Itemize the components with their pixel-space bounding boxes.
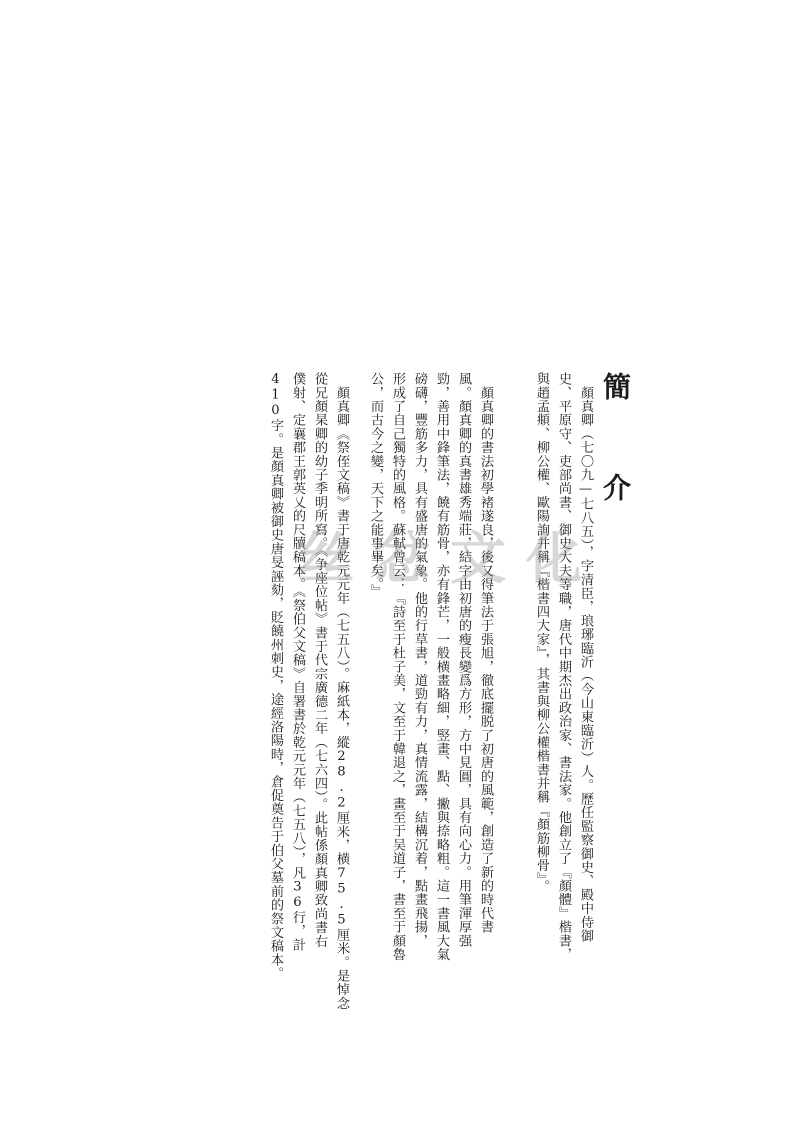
page-title: 簡 介 <box>599 372 632 521</box>
text-column-4: 顏真卿的書法初學褚遂良，後又得筆法于張旭，徹底擺脱了初唐的風範，創造了新的時代書 <box>478 372 493 934</box>
text-column-8: 形成了自己獨特的風格。蘇軾曾云：『詩至于杜子美，文至于韓退之，畫至于吴道子，書至于顏魯 <box>390 372 405 962</box>
text-column-2: 史、平原守、吏部尚書、御史大夫等職，唐代中期杰出政治家、書法家。他創立了『顏體』楷書， <box>556 372 571 962</box>
text-column-11: 從兄顏杲卿的幼子季明所寫。《争座位帖》書于代宗廣德二年（七六四）。此帖係顏真卿致尚書右 <box>312 372 327 948</box>
text-column-6: 勁，善用中鋒筆法，饒有筋骨，亦有鋒芒，一般横畫略細，竪畫、點、撇與捺略粗。這一書風大氣 <box>434 372 449 962</box>
text-column-13: 410字。是顏真卿被御史唐旻誣劾，貶饒州刺史，途經洛陽時，倉促奠告于伯父墓前的祭文稿本。 <box>268 372 283 981</box>
text-column-1: 顏真卿（七〇九—七八五），字清臣，琅琊臨沂（今山東臨沂）人。歷任監察御史、殿中侍御 <box>578 372 593 943</box>
text-column-9: 公，而古今之變，天下之能事畢矣。』 <box>368 372 383 599</box>
text-column-10: 顏真卿《祭侄文稿》書于唐乾元元年（七五八）。麻紙本，縱28.2厘米，横75.5厘米。是悼念 <box>334 372 349 1010</box>
watermark: 丝忿文化 <box>298 527 602 592</box>
text-column-12: 僕射、定襄郡王郭英乂的尺牘稿本。《祭伯父文稿》自署書於乾元元年（七五八），凡36行，計 <box>290 372 305 952</box>
text-column-7: 磅礴，豐筋多力，具有盛唐的氣象。他的行草書，道勁有力，真情流露，結構沉着，點畫飛揚， <box>412 372 427 948</box>
text-column-3: 與趙孟頫、柳公權、歐陽詢并稱『楷書四大家』，其書與柳公權楷書并稱『顏筋柳骨』。 <box>534 372 549 894</box>
text-column-5: 風。顏真卿的真書雄秀端莊，結字由初唐的瘦長變爲方形，方中見圓，具有向心力。用筆渾厚强 <box>456 372 471 948</box>
